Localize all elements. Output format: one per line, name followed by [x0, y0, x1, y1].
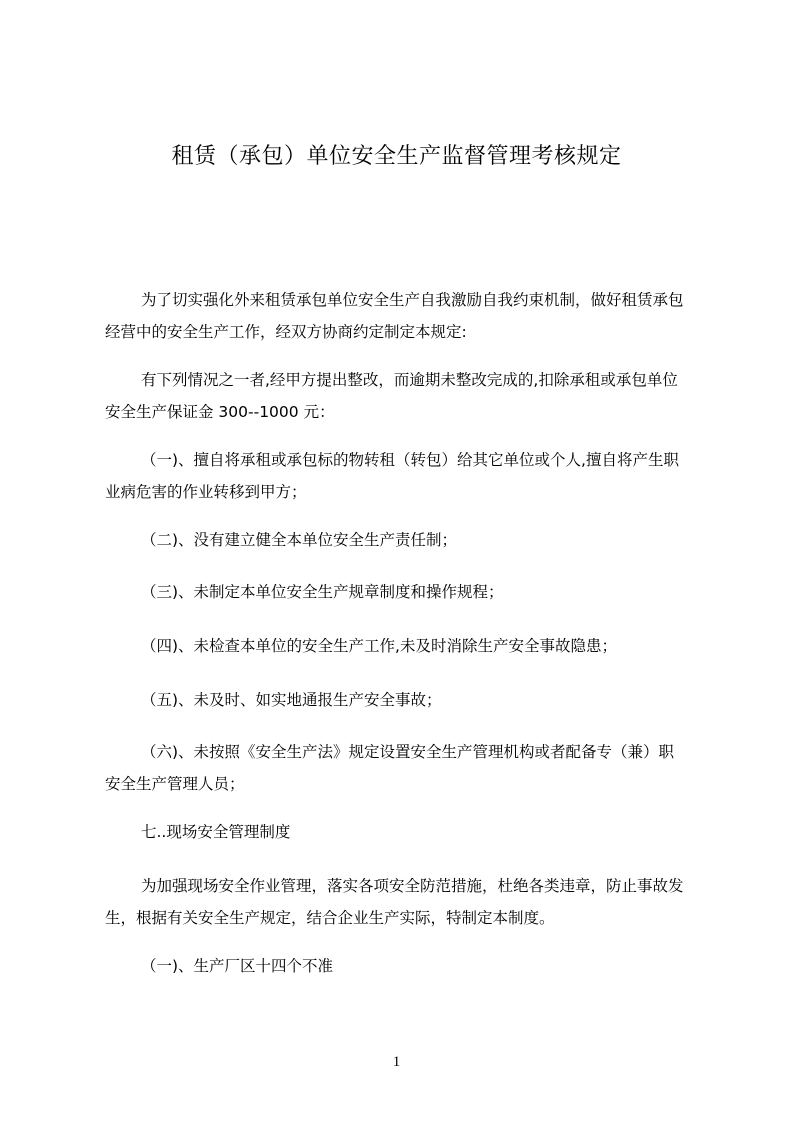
- paragraph-line: 生，根据有关安全生产规定，结合企业生产实际，特制定本制度。: [105, 909, 555, 927]
- paragraph-line: （四)、未检查本单位的安全生产工作,未及时消除生产安全事故隐患；: [141, 637, 617, 655]
- clause-4: [105, 630, 695, 662]
- paragraph-conditions: [105, 364, 695, 428]
- clause-2: [105, 524, 695, 556]
- section-heading-7: [105, 816, 695, 848]
- paragraph-line: 安全生产保证金 300--1000 元：: [105, 403, 335, 421]
- paragraph-purpose: [105, 284, 695, 348]
- document-title: 租赁（承包）单位安全生产监督管理考核规定: [171, 144, 622, 169]
- clause-6: [105, 736, 695, 800]
- paragraph-line: （一)、生产厂区十四个不准: [141, 957, 334, 975]
- clause-5: [105, 684, 695, 716]
- clause-3: [105, 576, 695, 608]
- paragraph-line: （五)、未及时、如实地通报生产安全事故；: [141, 691, 442, 709]
- page-number: 1: [392, 1054, 401, 1070]
- clause-1: [105, 444, 695, 508]
- paragraph-line: 有下列情况之一者,经甲方提出整改，而逾期未整改完成的,扣除承租或承包单位: [141, 371, 678, 389]
- paragraph-line: （二)、没有建立健全本单位安全生产责任制；: [141, 531, 458, 549]
- paragraph-line: （一)、擅自将承租或承包标的物转租（转包）给其它单位或个人,擅自将产生职: [141, 451, 679, 469]
- paragraph-line: 业病危害的作业转移到甲方；: [105, 483, 307, 501]
- paragraph-line: 为加强现场安全作业管理，落实各项安全防范措施，杜绝各类违章，防止事故发: [141, 877, 684, 895]
- paragraph-line: 安全生产管理人员；: [105, 775, 245, 793]
- paragraph-line: 为了切实强化外来租赁承包单位安全生产自我激励自我约束机制，做好租赁承包: [141, 291, 684, 309]
- paragraph-site-safety: [105, 870, 695, 934]
- paragraph-line: （三)、未制定本单位安全生产规章制度和操作规程；: [141, 583, 504, 601]
- paragraph-line: （六)、未按照《安全生产法》规定设置安全生产管理机构或者配备专（兼）职: [141, 743, 675, 761]
- subsection-heading: [105, 950, 695, 982]
- paragraph-line: 经营中的安全生产工作，经双方协商约定制定本规定:: [105, 323, 467, 341]
- paragraph-line: 七..现场安全管理制度: [141, 823, 291, 841]
